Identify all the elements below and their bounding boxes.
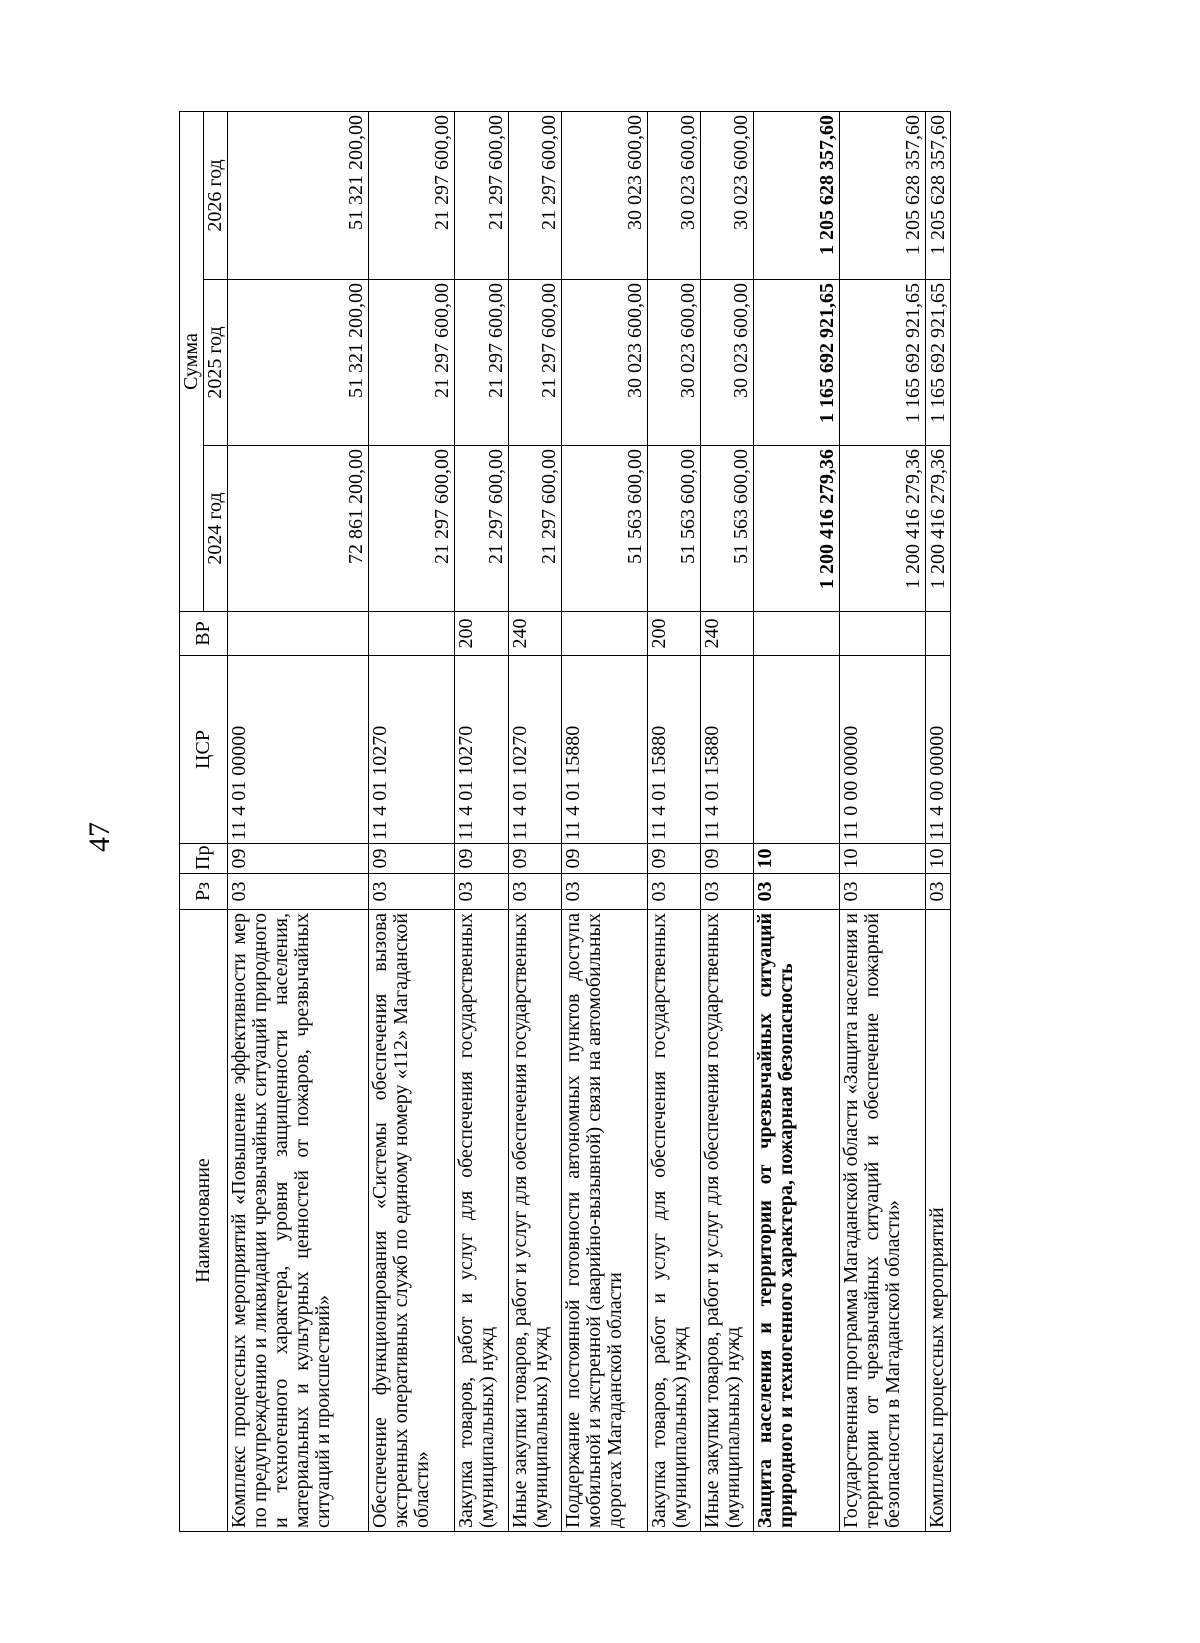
table-row-total bbox=[754, 111, 840, 1531]
row-vr bbox=[369, 612, 455, 656]
row-name: Государственная программа Магаданской области «Защита населения и территории от чрезвычайных ситуаций и обеспечение пожарной безопасности в Магаданской области» bbox=[840, 910, 926, 1532]
row-rz: 03 bbox=[754, 874, 840, 910]
row-2025: 21 297 600,00 bbox=[508, 280, 561, 446]
row-2025: 30 023 600,00 bbox=[647, 280, 700, 446]
row-name: Комплексы процессных мероприятий bbox=[926, 910, 951, 1532]
row-rz: 03 bbox=[369, 874, 455, 910]
table-row bbox=[508, 111, 561, 1531]
header-pr: Пр bbox=[180, 844, 228, 874]
header-2024: 2024 год bbox=[204, 446, 228, 612]
row-csr bbox=[754, 656, 840, 844]
header-sum: Сумма bbox=[180, 111, 204, 611]
row-csr: 11 4 01 10270 bbox=[369, 656, 455, 844]
row-vr bbox=[561, 612, 647, 656]
row-csr: 11 4 01 10270 bbox=[455, 656, 508, 844]
row-vr: 240 bbox=[701, 612, 754, 656]
table-row bbox=[455, 111, 508, 1531]
row-vr: 200 bbox=[647, 612, 700, 656]
row-rz: 03 bbox=[455, 874, 508, 910]
row-name: Комплекс процессных мероприятий «Повышение эффективности мер по предупреждению и ликвидации чрезвычайных ситуаций природного и техногенного характера, уровня защищенности населения, материальных и культурных ценностей от пожаров, чрезвычайных ситуаций и происшествий» bbox=[228, 910, 369, 1532]
table-body bbox=[228, 111, 951, 1531]
row-2026: 30 023 600,00 bbox=[647, 111, 700, 279]
row-pr: 09 bbox=[455, 844, 508, 874]
row-2025: 21 297 600,00 bbox=[455, 280, 508, 446]
row-2025: 21 297 600,00 bbox=[369, 280, 455, 446]
row-2025: 1 165 692 921,65 bbox=[840, 280, 926, 446]
header-vr: ВР bbox=[180, 612, 228, 656]
row-rz: 03 bbox=[701, 874, 754, 910]
row-2026: 51 321 200,00 bbox=[228, 111, 369, 279]
row-name: Закупка товаров, работ и услуг для обеспечения государственных (муниципальных) нужд bbox=[647, 910, 700, 1532]
budget-table bbox=[179, 111, 951, 1532]
header-rz: Рз bbox=[180, 874, 228, 910]
row-2024: 51 563 600,00 bbox=[647, 446, 700, 612]
row-rz: 03 bbox=[508, 874, 561, 910]
row-rz: 03 bbox=[840, 874, 926, 910]
row-pr: 09 bbox=[228, 844, 369, 874]
row-csr: 11 0 00 00000 bbox=[840, 656, 926, 844]
row-name: Защита населения и территории от чрезвычайных ситуаций природного и техногенного характера, пожарная безопасность bbox=[754, 910, 840, 1532]
table-row bbox=[926, 111, 951, 1531]
row-2024: 1 200 416 279,36 bbox=[926, 446, 951, 612]
row-pr: 09 bbox=[647, 844, 700, 874]
row-name: Обеспечение функционирования «Системы обеспечения вызова экстренных оперативных служб по единому номеру «112» Магаданской области» bbox=[369, 910, 455, 1532]
row-rz: 03 bbox=[561, 874, 647, 910]
row-2026: 21 297 600,00 bbox=[508, 111, 561, 279]
row-2024: 51 563 600,00 bbox=[701, 446, 754, 612]
row-csr: 11 4 01 00000 bbox=[228, 656, 369, 844]
table-row bbox=[369, 111, 455, 1531]
row-pr: 09 bbox=[369, 844, 455, 874]
row-2024: 21 297 600,00 bbox=[369, 446, 455, 612]
row-2024: 72 861 200,00 bbox=[228, 446, 369, 612]
row-csr: 11 4 01 15880 bbox=[701, 656, 754, 844]
table-row bbox=[840, 111, 926, 1531]
row-name: Иные закупки товаров, работ и услуг для обеспечения государственных (муниципальных) нужд bbox=[508, 910, 561, 1532]
page-number: 47 bbox=[83, 822, 116, 852]
row-2026: 30 023 600,00 bbox=[701, 111, 754, 279]
table-header bbox=[180, 111, 228, 1531]
row-2024: 21 297 600,00 bbox=[508, 446, 561, 612]
table-row bbox=[561, 111, 647, 1531]
row-pr: 09 bbox=[561, 844, 647, 874]
row-2024: 21 297 600,00 bbox=[455, 446, 508, 612]
header-2025: 2025 год bbox=[204, 280, 228, 446]
row-pr: 10 bbox=[840, 844, 926, 874]
row-2026: 1 205 628 357,60 bbox=[754, 111, 840, 279]
row-2024: 1 200 416 279,36 bbox=[754, 446, 840, 612]
row-rz: 03 bbox=[926, 874, 951, 910]
row-name: Поддержание постоянной готовности автономных пунктов доступа мобильной и экстренной (аварийно-вызывной) связи на автомобильных дорогах Магаданской области bbox=[561, 910, 647, 1532]
row-pr: 10 bbox=[754, 844, 840, 874]
row-rz: 03 bbox=[647, 874, 700, 910]
row-csr: 11 4 01 10270 bbox=[508, 656, 561, 844]
row-2025: 1 165 692 921,65 bbox=[754, 280, 840, 446]
row-name: Закупка товаров, работ и услуг для обеспечения государственных (муниципальных) нужд bbox=[455, 910, 508, 1532]
header-row bbox=[180, 111, 204, 1531]
header-2026: 2026 год bbox=[204, 111, 228, 279]
row-pr: 10 bbox=[926, 844, 951, 874]
row-name: Иные закупки товаров, работ и услуг для обеспечения государственных (муниципальных) нужд bbox=[701, 910, 754, 1532]
row-vr: 200 bbox=[455, 612, 508, 656]
row-csr: 11 4 01 15880 bbox=[647, 656, 700, 844]
row-pr: 09 bbox=[508, 844, 561, 874]
row-vr bbox=[926, 612, 951, 656]
rotated-table-container bbox=[179, 112, 951, 1532]
row-csr: 11 4 00 00000 bbox=[926, 656, 951, 844]
row-vr bbox=[840, 612, 926, 656]
row-2025: 30 023 600,00 bbox=[561, 280, 647, 446]
row-rz: 03 bbox=[228, 874, 369, 910]
row-2026: 21 297 600,00 bbox=[369, 111, 455, 279]
row-vr: 240 bbox=[508, 612, 561, 656]
table-row bbox=[701, 111, 754, 1531]
header-csr: ЦСР bbox=[180, 656, 228, 844]
row-2026: 1 205 628 357,60 bbox=[840, 111, 926, 279]
row-2026: 1 205 628 357,60 bbox=[926, 111, 951, 279]
row-2025: 30 023 600,00 bbox=[701, 280, 754, 446]
row-2026: 21 297 600,00 bbox=[455, 111, 508, 279]
header-name: Наименование bbox=[180, 910, 228, 1532]
table-row bbox=[228, 111, 369, 1531]
row-vr bbox=[754, 612, 840, 656]
row-csr: 11 4 01 15880 bbox=[561, 656, 647, 844]
row-2026: 30 023 600,00 bbox=[561, 111, 647, 279]
row-2025: 1 165 692 921,65 bbox=[926, 280, 951, 446]
row-2024: 51 563 600,00 bbox=[561, 446, 647, 612]
row-pr: 09 bbox=[701, 844, 754, 874]
table-row bbox=[647, 111, 700, 1531]
row-2025: 51 321 200,00 bbox=[228, 280, 369, 446]
row-2024: 1 200 416 279,36 bbox=[840, 446, 926, 612]
row-vr bbox=[228, 612, 369, 656]
